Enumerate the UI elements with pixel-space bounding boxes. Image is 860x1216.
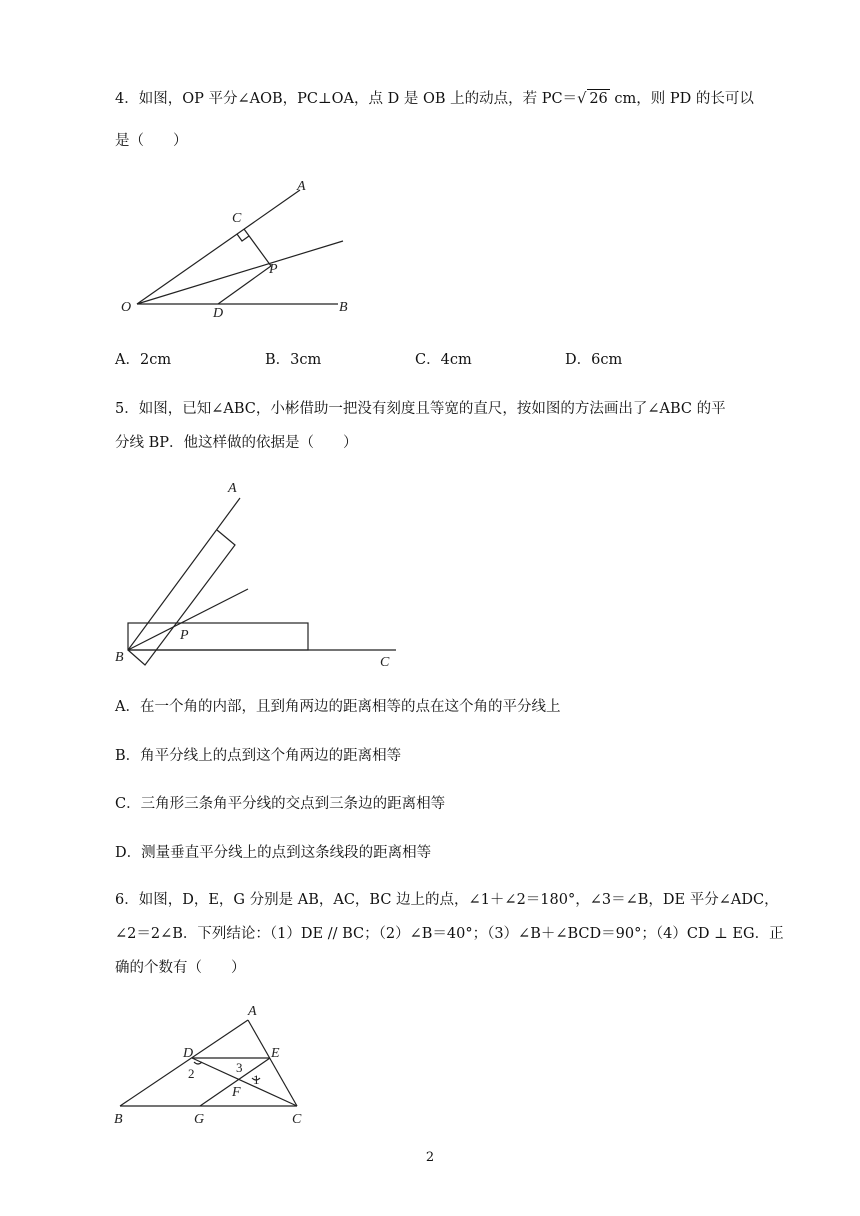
q5-label-P: P [180,628,189,643]
q6-label-A: A [248,1004,257,1019]
q4-option-a[interactable]: A．2cm [115,352,172,368]
q4-label-A: A [297,179,306,194]
q4-stem-tail: cm，则 PD 的长可以 [609,91,754,107]
q6-label-G: G [194,1112,205,1127]
q4-stem-text: 4．如图，OP 平分∠AOB，PC⊥OA，点 D 是 OB 上的动点，若 PC＝ [115,91,578,107]
q4-stem-line-2: 是（ ） [115,133,188,149]
q5-stem-line-2: 分线 BP．他这样做的依据是（ ） [115,435,358,451]
q4-label-P: P [269,262,278,277]
q5-option-b[interactable]: B．角平分线上的点到这个角两边的距离相等 [115,748,402,764]
q4-figure [110,175,370,320]
q6-label-E: E [271,1046,280,1061]
q5-option-d[interactable]: D．测量垂直平分线上的点到这条线段的距离相等 [115,845,432,861]
q6-label-angle-1: 1 [253,1072,260,1087]
q5-label-C: C [380,655,390,670]
q6-stem-line-1: 6．如图，D，E，G 分别是 AB，AC，BC 边上的点，∠1＋∠2＝180°，∠3＝∠B，DE 平分∠ADC， [115,892,779,908]
q6-label-F: F [232,1085,241,1100]
q6-stem-line-3: 确的个数有（ ） [115,960,246,976]
q6-label-B: B [114,1112,123,1127]
q4-label-C: C [232,211,242,226]
q5-figure [110,475,410,675]
q6-stem-line-2: ∠2＝2∠B．下列结论：（1）DE // BC；（2）∠B＝40°；（3）∠B＋∠BCD＝90°；（4）CD ⊥ EG．正 [115,926,784,942]
q5-option-a[interactable]: A．在一个角的内部，且到角两边的距离相等的点在这个角的平分线上 [115,699,561,715]
q5-option-c[interactable]: C．三角形三条角平分线的交点到三条边的距离相等 [115,796,446,812]
q4-option-c[interactable]: C．4cm [415,352,472,368]
q6-label-C: C [292,1112,302,1127]
q6-label-angle-2: 2 [188,1066,195,1081]
page-number: 2 [425,1150,435,1165]
q4-label-D: D [213,306,224,320]
q4-option-d[interactable]: D．6cm [565,352,623,368]
q5-label-A: A [228,481,237,496]
q6-figure [110,1000,320,1130]
q4-radical-sign: √ [577,91,587,107]
q4-label-O: O [121,300,132,315]
q4-stem-line-1 [115,88,754,110]
q6-label-angle-3: 3 [236,1060,243,1075]
q4-option-b[interactable]: B．3cm [265,352,322,368]
q4-label-B: B [339,300,348,315]
q5-stem-line-1: 5．如图，已知∠ABC，小彬借助一把没有刻度且等宽的直尺，按如图的方法画出了∠ABC 的平 [115,401,726,417]
q6-label-D: D [183,1046,194,1061]
q4-radicand: 26 [589,91,608,107]
q5-label-B: B [115,650,124,665]
